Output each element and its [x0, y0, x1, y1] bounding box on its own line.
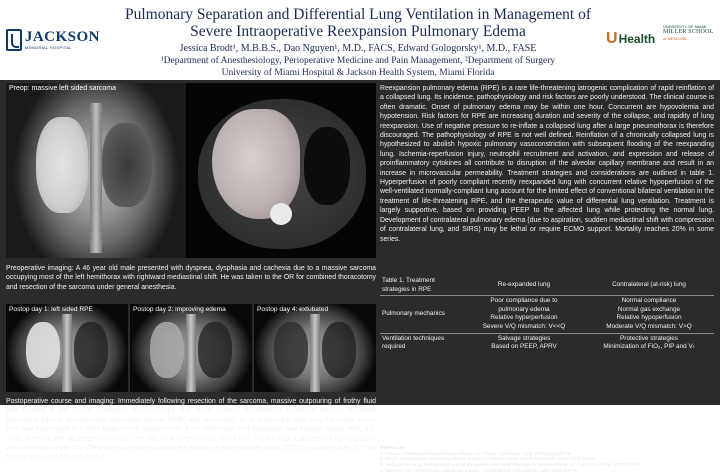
- postop-day4-caption: Postop day 4: extubated: [257, 306, 329, 313]
- jackson-logo-name: JACKSON: [24, 29, 100, 45]
- postop-day2-image: [130, 304, 252, 392]
- table-cell: Normal compliance Normal gas exchange Relative hypoperfusion Moderate V/Q mismatch: V>Q: [584, 296, 714, 333]
- poster-title: Pulmonary Separation and Differential Lung Ventilation in Management of Severe Intraoperative Reexpansion Pulmonary Edema: [124, 6, 592, 40]
- postop-day1-image: [6, 304, 128, 392]
- uhealth-mark-icon: U: [606, 30, 618, 47]
- preop-chest-xray: [6, 83, 186, 258]
- miller-line-1: UNIVERSITY OF MIAMI: [663, 24, 707, 29]
- table-row-label: Pulmonary mechanics: [380, 296, 464, 333]
- institution: University of Miami Hospital & Jackson Health System, Miami Florida: [221, 68, 495, 78]
- table-header-row: [380, 276, 714, 296]
- references-title: References:: [380, 445, 407, 450]
- preop-ct-scan: [188, 83, 376, 258]
- preop-image-caption: Preop: massive left sided sarcoma: [9, 85, 116, 92]
- table-cell: Poor compliance due to pulmonary edema Relative hyperperfusion Severe V/Q mismatch: V<<Q: [464, 296, 584, 333]
- uhealth-logo-text: Health: [618, 32, 656, 46]
- postop-description: Postoperative course and imaging: Immediately following resection of the sarcoma, massive outpouring of frothy fluid was evident in the circuit. Fiberoptic bronchoscopy and direct surgical examination confirmed profuse left-sided pulmonary edema. Reexpansion pulmonary edema (RPE) was suspected, so to protect the right lung the single lumen ETT was exchanged to a 39Fr Mallinckrodt double-lumen ETT. Differential lung ventilation was initiated (Right: FiO₂ 0.5, SIMV Vₜ500ml, RR 20, PEEP 5mmH₂O; Left: FiO₂ 0.4, APRV 30/15, Tₕᵢₕ 4 sec, Tₗₒₓ 0.8 sec). Differential lung ventilation was continued in the ICU. Clinical improvement allowed the exchange of the double-lumen ETT to a single lumen ETT on POD 2 with extubation on POD4.: [6, 398, 376, 462]
- table-row-label: Ventilation techniques required: [380, 333, 464, 353]
- references: [380, 445, 714, 474]
- miller-line-2: MILLER SCHOOL: [663, 29, 714, 35]
- discussion-text: Reexpansion pulmonary edema (RPE) is a rare life-threatening iatrogenic complication of rapid reinflation of a collapsed lung. Its incidence, pathophysiology and risk factors are poorly understood. The clinical course is often dramatic. Onset of pulmonary edema may be within one hour. Concurrent are hypovolemia and hypotension. Risk factors for RPE are increasing duration and severity of the collapse, and rapidity of lung reexpansion. Use of negative pressure to re-inflate a collapsed lung after a large pneumothorax is therefore discouraged. The pathophysiology of RPE is not well defined. Reinflation of a chronically collapsed lung is hypothesized to abolish hypoxic pulmonary vasoconstriction with subsequent flooding of the reexpanding lung. Ischemia-reperfusion injury, neutrophil recruitment and activation, and expression and release of proinflammatory cytokines all contribute to disruption of the alveolar capillary membrane and result in an increase in microvascular permeability. Treatment strategies and considerations are outlined in table 1. Hyperperfusion of poorly compliant recently reexpanded lung with concurrent relative hypoperfusion of the well-ventilated normally-compliant lung account for the limited effect of conventional bilateral ventilation in the treatment of life-threatening RPE, and the therapeutic value of differential lung ventilation. Treatment is largely supportive, based on providing PEEP to the affected lung while protecting the normal lung. Development of contralateral pulmonary edema (due to aspiration, sudden mediastinal shift with compression of contralateral lung, and SIRS) may be lethal or require ECMO support. Mortality reaches 20% in some series.: [380, 85, 714, 243]
- reference-item: 4. Neustein SM. Reexpansion pulmonary edema. J Cardiothorac Vasc Anesth. 2007;21(6):887-91.: [380, 467, 580, 473]
- jackson-mark-icon: [6, 29, 22, 51]
- postop-day2-caption: Postop day 2: improving edema: [133, 306, 226, 313]
- preop-description: Preoperative imaging: A 46 year old male presented with dyspnea, dysphasia and cachexia due to a massive sarcoma occupying most of the left hemithorax with rightward mediastinal shift. He was taken to the OR for combined thoracotomy and resection of the sarcoma under general anesthesia.: [6, 265, 376, 291]
- treatment-table: [380, 276, 714, 353]
- table-col2-header: Re-expanded lung: [497, 281, 551, 289]
- table-caption: Table 1. Treatment strategies in RPE: [382, 277, 435, 293]
- authors: Jessica Brodt¹, M.B.B.S., Dao Nguyen¹, M.D., FACS, Edward Gologorsky¹, M.D., FASE: [179, 43, 537, 54]
- table-col3-header: Contralateral (at-risk) lung: [612, 281, 686, 289]
- reference-item: 2. Kira S. Reexpansion pulmonary edema: review of pediatric cases. Paediatr Anaesth. 2014;24(3):249-56.: [380, 456, 598, 462]
- reference-item: 1. Sohara Y. Reexpansion pulmonary edema. Ann Thorac Cardiovasc Surg. 2008;14(4):205-9.: [380, 450, 572, 456]
- uhealth-logo: [606, 30, 660, 48]
- table-row: [380, 333, 714, 353]
- postop-image-row: [6, 304, 376, 392]
- postop-day4-image: [254, 304, 376, 392]
- preop-image: [6, 83, 376, 258]
- table-cell: Salvage strategies Based on PEEP, APRV: [464, 333, 584, 353]
- poster-header: [0, 0, 720, 80]
- table-row: [380, 296, 714, 333]
- poster-body: [0, 80, 720, 473]
- miller-school-logo: [663, 24, 717, 54]
- jackson-logo-sub: MEMORIAL HOSPITAL: [24, 45, 72, 50]
- affiliations: ¹Department of Anesthesiology, Perioperative Medicine and Pain Management, ²Department of Surgery: [160, 56, 556, 66]
- reference-item: 3. Verhagen M, et al. Reexpansion pulmonary edema after chest drainage for pneumothorax. Int J Surg Case Rep. 2015;9:86-9.: [380, 462, 640, 468]
- jackson-logo: [6, 22, 100, 58]
- title-block: [108, 6, 608, 79]
- table-cell: Protective strategies Minimization of FiO₂, PIP and Vₜ: [584, 333, 714, 353]
- postop-day1-caption: Postop day 1: left sided RPE: [9, 306, 93, 313]
- miller-line-3: of MEDICINE: [663, 36, 688, 41]
